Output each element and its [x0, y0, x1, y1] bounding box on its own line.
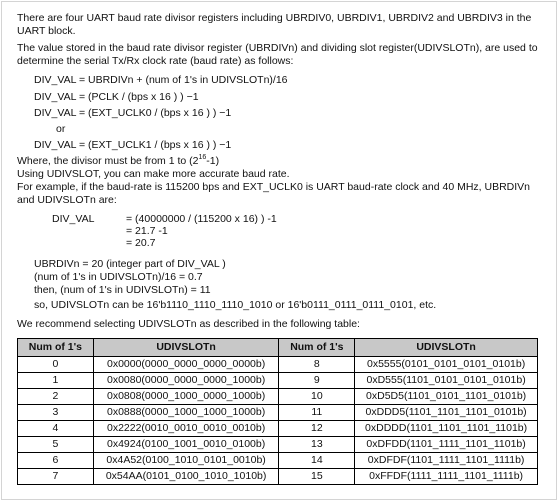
- divisor-range-exponent: 16: [198, 153, 207, 161]
- intro-line-2: UART block.: [17, 25, 76, 37]
- table-cell: 0x2222(0010_0010_0010_0010b): [93, 421, 279, 437]
- table-cell: 0x0888(0000_1000_1000_1000b): [93, 405, 279, 421]
- table-row: [18, 373, 538, 389]
- table-row: [18, 357, 538, 373]
- formula-1: DIV_VAL = UBRDIVn + (num of 1's in UDIVSLOTn)/16: [34, 74, 288, 86]
- table-cell: 0x4924(0100_1001_0010_0100b): [93, 437, 279, 453]
- table-cell: 0x5555(0101_0101_0101_0101b): [355, 357, 538, 373]
- formula-or: or: [56, 123, 66, 135]
- table-cell: 0x0808(0000_1000_0000_1000b): [93, 389, 279, 405]
- table-cell: 7: [18, 469, 94, 485]
- divisor-range-suffix: -1): [206, 155, 220, 167]
- table-cell: 4: [18, 421, 94, 437]
- table-cell: 0xDFDD(1101_1111_1101_1101b): [355, 437, 538, 453]
- table-cell: 12: [279, 421, 355, 437]
- table-cell: 5: [18, 437, 94, 453]
- table-cell: 3: [18, 405, 94, 421]
- table-cell: 0x0080(0000_0000_0000_1000b): [93, 373, 279, 389]
- table-cell: 0xD555(1101_0101_0101_0101b): [355, 373, 538, 389]
- table-row: [18, 437, 538, 453]
- header-num-ones-right: Num of 1's: [279, 339, 355, 357]
- formula-2: DIV_VAL = (PCLK / (bps x 16 ) ) −1: [34, 91, 199, 103]
- value-paragraph-line-2: determine the serial Tx/Rx clock rate (baud rate) as follows:: [17, 55, 294, 67]
- table-cell: 0: [18, 357, 94, 373]
- recommend-text: We recommend selecting UDIVSLOTn as described in the following table:: [17, 318, 360, 330]
- table-cell: 0xDDD5(1101_1101_1101_0101b): [355, 405, 538, 421]
- table-cell: 2: [18, 389, 94, 405]
- table-row: [18, 469, 538, 485]
- table-header-row: [18, 339, 538, 357]
- header-udivslot-right: UDIVSLOTn: [355, 339, 538, 357]
- calc-step-3: = 20.7: [126, 237, 156, 249]
- example-line-1: For example, if the baud-rate is 115200 bps and EXT_UCLK0 is UART baud-rate clock and 40 MHz, UBRDIVn: [17, 181, 531, 193]
- formula-4: DIV_VAL = (EXT_UCLK1 / (bps x 16 ) ) −1: [34, 139, 232, 151]
- table-cell: 0x4A52(0100_1010_0101_0010b): [93, 453, 279, 469]
- table-cell: 15: [279, 469, 355, 485]
- slot-values: so, UDIVSLOTn can be 16'b1110_1110_1110_1010 or 16'b0111_0111_0111_0101, etc.: [34, 299, 437, 311]
- divisor-range: [17, 155, 219, 168]
- table-cell: 0x54AA(0101_0100_1010_1010b): [93, 469, 279, 485]
- table-row: [18, 453, 538, 469]
- table-row: [18, 421, 538, 437]
- table-cell: 1: [18, 373, 94, 389]
- table-cell: 9: [279, 373, 355, 389]
- value-paragraph-line-1: The value stored in the baud rate divisor register (UBRDIVn) and dividing slot register(UDIVSLOTn), are used to: [17, 42, 538, 54]
- intro-line-1: There are four UART baud rate divisor registers including UBRDIV0, UBRDIV1, UBRDIV2 and UBRDIV3 in the: [17, 12, 532, 24]
- example-line-2: and UDIVSLOTn are:: [17, 194, 117, 206]
- calc-step-2: = 21.7 -1: [126, 225, 168, 237]
- header-num-ones-left: Num of 1's: [18, 339, 94, 357]
- table-cell: 0xD5D5(1101_0101_1101_0101b): [355, 389, 538, 405]
- table-cell: 10: [279, 389, 355, 405]
- table-cell: 6: [18, 453, 94, 469]
- table-cell: 0xDFDF(1101_1111_1101_1111b): [355, 453, 538, 469]
- header-udivslot-left: UDIVSLOTn: [93, 339, 279, 357]
- calc-step-1: = (40000000 / (115200 x 16) ) -1: [126, 213, 277, 225]
- table-cell: 8: [279, 357, 355, 373]
- calc-label: DIV_VAL: [52, 213, 95, 225]
- using-udivslot: Using UDIVSLOT, you can make more accurate baud rate.: [17, 168, 290, 180]
- ubrdiv-result: UBRDIVn = 20 (integer part of DIV_VAL ): [34, 258, 226, 270]
- table-cell: 13: [279, 437, 355, 453]
- table-cell: 0xFFDF(1111_1111_1101_1111b): [355, 469, 538, 485]
- divisor-range-prefix: Where, the divisor must be from 1 to (2: [17, 155, 199, 167]
- table-cell: 0x0000(0000_0000_0000_0000b): [93, 357, 279, 373]
- formula-3: DIV_VAL = (EXT_UCLK0 / (bps x 16 ) ) −1: [34, 107, 232, 119]
- slot-count: then, (num of 1's in UDIVSLOTn) = 11: [34, 284, 211, 296]
- table-cell: 11: [279, 405, 355, 421]
- table-row: [18, 405, 538, 421]
- table-cell: 0xDDDD(1101_1101_1101_1101b): [355, 421, 538, 437]
- table-row: [18, 389, 538, 405]
- slot-fraction: (num of 1's in UDIVSLOTn)/16 = 0.7: [34, 271, 203, 283]
- udivslot-table: [17, 338, 538, 485]
- table-cell: 14: [279, 453, 355, 469]
